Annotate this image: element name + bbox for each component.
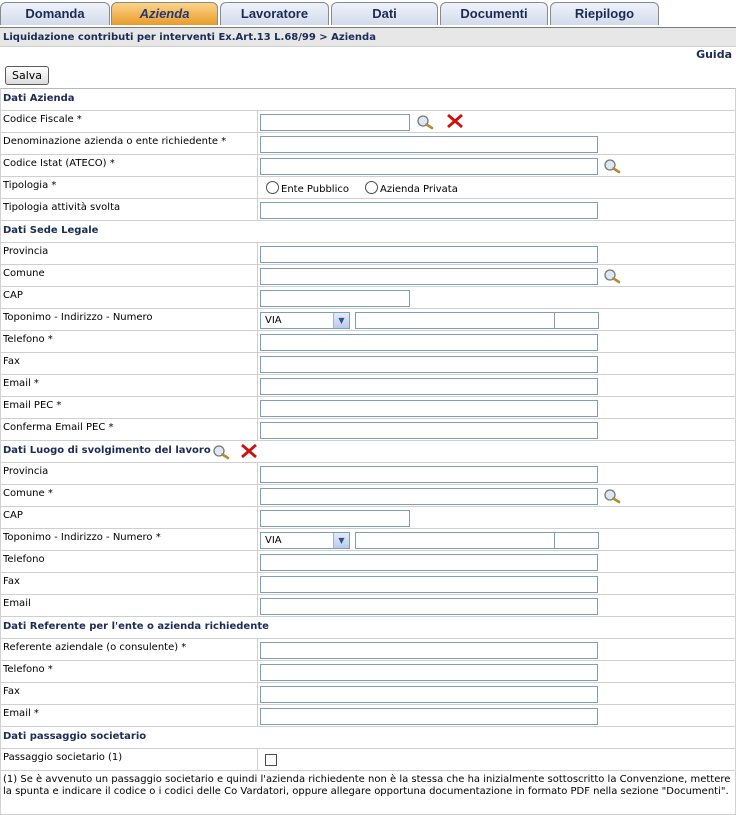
row-sede-pec xyxy=(1,397,735,419)
label-tipologia: Tipologia * xyxy=(3,180,57,191)
luogo-comune-input[interactable] xyxy=(260,488,598,505)
tab-riepilogo[interactable]: Riepilogo xyxy=(550,2,659,25)
label-email-pec: Email PEC * xyxy=(3,400,62,411)
save-button[interactable]: Salva xyxy=(5,66,49,85)
select-value: VIA xyxy=(265,315,282,326)
label-provincia: Provincia xyxy=(3,466,49,477)
label-passaggio-societario: Passaggio societario (1) xyxy=(3,752,123,763)
search-icon[interactable] xyxy=(602,268,622,284)
section-dati-azienda xyxy=(1,89,735,111)
referente-telefono-input[interactable] xyxy=(260,664,598,681)
sede-provincia-input[interactable] xyxy=(260,246,598,263)
luogo-email-input[interactable] xyxy=(260,598,598,615)
label-telefono: Telefono * xyxy=(3,334,53,345)
radio-ente-pubblico[interactable] xyxy=(266,181,349,195)
row-tipologia-attivita xyxy=(1,199,735,221)
denominazione-input[interactable] xyxy=(260,136,598,153)
section-title: Dati Luogo di svolgimento del lavoro xyxy=(3,445,211,456)
row-sede-provincia xyxy=(1,243,735,265)
label-cap: CAP xyxy=(3,290,23,301)
label-email: Email * xyxy=(3,708,39,719)
section-passaggio-societario xyxy=(1,727,735,749)
row-luogo-fax xyxy=(1,573,735,595)
radio-button[interactable] xyxy=(365,181,378,194)
sede-indirizzo-input[interactable] xyxy=(355,312,555,329)
guida-link[interactable]: Guida xyxy=(696,48,732,61)
luogo-telefono-input[interactable] xyxy=(260,554,598,571)
row-passaggio-societario xyxy=(1,749,735,771)
referente-fax-input[interactable] xyxy=(260,686,598,703)
label-comune: Comune * xyxy=(3,488,53,499)
label-referente: Referente aziendale (o consulente) * xyxy=(3,642,187,653)
search-icon[interactable] xyxy=(415,114,435,130)
sede-email-input[interactable] xyxy=(260,378,598,395)
label-telefono: Telefono * xyxy=(3,664,53,675)
tab-lavoratore[interactable]: Lavoratore xyxy=(220,2,329,25)
sede-telefono-input[interactable] xyxy=(260,334,598,351)
row-luogo-provincia xyxy=(1,463,735,485)
section-luogo-lavoro xyxy=(1,441,735,463)
codice-istat-input[interactable] xyxy=(260,158,598,175)
label-telefono: Telefono xyxy=(3,554,45,565)
chevron-down-icon[interactable]: ▼ xyxy=(333,533,349,548)
search-icon[interactable] xyxy=(211,444,231,460)
section-title: Dati passaggio societario xyxy=(3,731,147,742)
sede-cap-input[interactable] xyxy=(260,290,410,307)
toponimo-select[interactable] xyxy=(260,312,350,329)
sede-comune-input[interactable] xyxy=(260,268,598,285)
row-luogo-cap xyxy=(1,507,735,529)
label-email: Email xyxy=(3,598,31,609)
row-referente-email xyxy=(1,705,735,727)
row-tipologia xyxy=(1,177,735,199)
passaggio-societario-checkbox[interactable] xyxy=(265,754,277,766)
label-fax: Fax xyxy=(3,356,20,367)
luogo-cap-input[interactable] xyxy=(260,510,410,527)
section-title: Dati Azienda xyxy=(3,93,75,104)
row-sede-toponimo xyxy=(1,309,735,331)
sede-pec-conferma-input[interactable] xyxy=(260,422,598,439)
section-title: Dati Sede Legale xyxy=(3,225,99,236)
row-sede-email xyxy=(1,375,735,397)
luogo-indirizzo-input[interactable] xyxy=(355,532,555,549)
label-toponimo: Toponimo - Indirizzo - Numero * xyxy=(3,532,161,543)
row-sede-fax xyxy=(1,353,735,375)
sede-pec-input[interactable] xyxy=(260,400,598,417)
tab-dati[interactable]: Dati xyxy=(331,2,438,25)
row-codice-istat xyxy=(1,155,735,177)
radio-label: Ente Pubblico xyxy=(281,184,349,195)
referente-input[interactable] xyxy=(260,642,598,659)
label-provincia: Provincia xyxy=(3,246,49,257)
label-toponimo: Toponimo - Indirizzo - Numero xyxy=(3,312,153,323)
footnote: (1) Se è avvenuto un passaggio societario e quindi l'azienda richiedente non è la stessa che ha inizialmente sottoscritto la Convenzione, mettere la spunta e indicare il codice o i codici delle Co Vardatori, oppure allegare opportuna documentazione in formato PDF nella sezione "Documenti". xyxy=(1,771,735,815)
row-sede-cap xyxy=(1,287,735,309)
radio-label: Azienda Privata xyxy=(380,184,458,195)
sede-fax-input[interactable] xyxy=(260,356,598,373)
clear-icon[interactable] xyxy=(445,113,465,129)
chevron-down-icon[interactable]: ▼ xyxy=(333,313,349,328)
label-fax: Fax xyxy=(3,576,20,587)
codice-fiscale-input[interactable] xyxy=(260,114,410,131)
row-referente-fax xyxy=(1,683,735,705)
label-conferma-pec: Conferma Email PEC * xyxy=(3,422,114,433)
select-value: VIA xyxy=(265,535,282,546)
row-luogo-telefono xyxy=(1,551,735,573)
section-referente xyxy=(1,617,735,639)
row-referente-telefono xyxy=(1,661,735,683)
sede-numero-input[interactable] xyxy=(554,312,599,329)
label-email: Email * xyxy=(3,378,39,389)
row-sede-comune xyxy=(1,265,735,287)
luogo-numero-input[interactable] xyxy=(554,532,599,549)
toponimo-select[interactable] xyxy=(260,532,350,549)
row-sede-pec-conferma xyxy=(1,419,735,441)
breadcrumb: Liquidazione contributi per interventi Ex.Art.13 L.68/99 > Azienda xyxy=(0,28,736,47)
tab-documenti[interactable]: Documenti xyxy=(440,2,548,25)
section-sede-legale xyxy=(1,221,735,243)
label-denominazione: Denominazione azienda o ente richiedente * xyxy=(3,136,227,147)
tab-azienda[interactable]: Azienda xyxy=(111,2,218,25)
radio-azienda-privata[interactable] xyxy=(365,181,458,195)
row-luogo-email xyxy=(1,595,735,617)
row-referente xyxy=(1,639,735,661)
search-icon[interactable] xyxy=(602,488,622,504)
label-fax: Fax xyxy=(3,686,20,697)
label-comune: Comune xyxy=(3,268,45,279)
luogo-fax-input[interactable] xyxy=(260,576,598,593)
label-codice-istat: Codice Istat (ATECO) * xyxy=(3,158,115,169)
clear-icon[interactable] xyxy=(239,443,259,459)
row-sede-telefono xyxy=(1,331,735,353)
label-codice-fiscale: Codice Fiscale * xyxy=(3,114,82,125)
referente-email-input[interactable] xyxy=(260,708,598,725)
radio-button[interactable] xyxy=(266,181,279,194)
luogo-provincia-input[interactable] xyxy=(260,466,598,483)
tab-bar xyxy=(0,0,736,28)
tipologia-attivita-input[interactable] xyxy=(260,202,598,219)
search-icon[interactable] xyxy=(602,158,622,174)
label-cap: CAP xyxy=(3,510,23,521)
form-table xyxy=(0,88,736,815)
tab-domanda[interactable]: Domanda xyxy=(0,2,110,25)
row-codice-fiscale xyxy=(1,111,735,133)
section-title: Dati Referente per l'ente o azienda richiedente xyxy=(3,621,269,632)
row-luogo-comune xyxy=(1,485,735,507)
row-luogo-toponimo xyxy=(1,529,735,551)
label-tipologia-attivita: Tipologia attività svolta xyxy=(3,202,121,213)
row-denominazione xyxy=(1,133,735,155)
